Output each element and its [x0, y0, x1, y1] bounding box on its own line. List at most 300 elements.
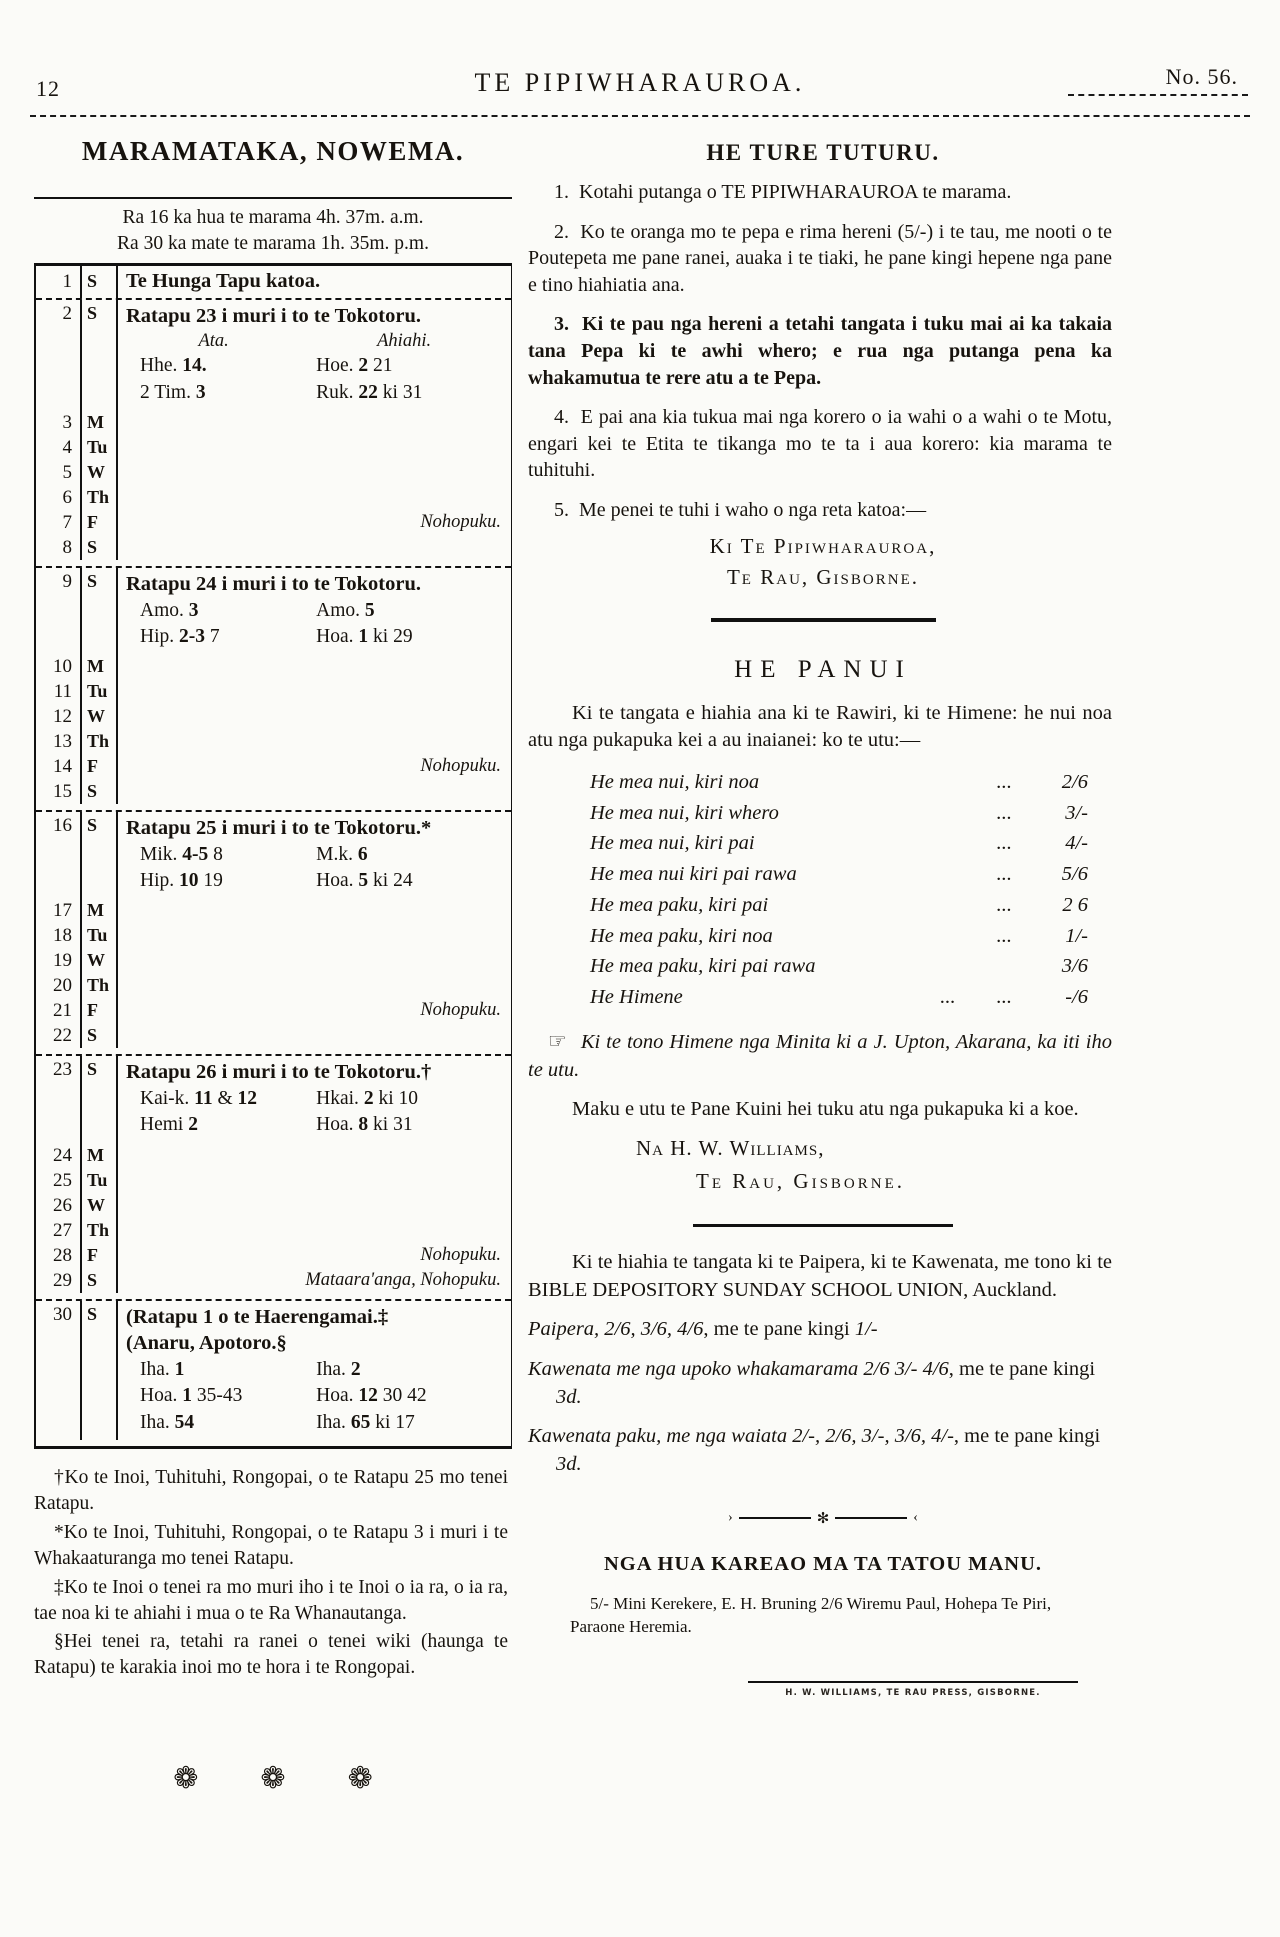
- issue-underline: [1068, 94, 1248, 96]
- day-letter: Th: [80, 485, 118, 510]
- notices-title: HE PANUI: [734, 655, 912, 683]
- day-number: 30: [53, 1303, 72, 1325]
- bible-line-italic-segment: 3d.: [556, 1452, 582, 1475]
- day-number: 14: [53, 756, 72, 778]
- day-number: 7: [62, 511, 72, 533]
- calendar-title: MARAMATAKA, NOWEMA.: [81, 136, 465, 166]
- readings: [126, 1086, 507, 1139]
- price-item-label: He mea nui, kiri whero: [590, 801, 779, 824]
- reading-book: Hoa.: [140, 1385, 183, 1407]
- fast-note: [118, 485, 511, 510]
- fast-note: [118, 729, 511, 754]
- reading-book: Hoa.: [316, 1114, 359, 1136]
- reading-chapter: 3: [188, 599, 199, 621]
- reading-row: [126, 868, 507, 894]
- calendar-weekday-row: [36, 923, 511, 948]
- fast-note: [118, 1143, 511, 1168]
- day-letter: W: [80, 1193, 118, 1218]
- calendar-weekday-row: [36, 410, 511, 435]
- bible-line-roman-segment: , me te pane kingi: [953, 1425, 1101, 1448]
- day-number: 18: [53, 925, 72, 947]
- rules-title: HE TURE TUTURU.: [706, 140, 940, 165]
- price-value: 4/-: [1065, 832, 1088, 855]
- day-letter: Tu: [80, 923, 118, 948]
- fast-note: [118, 410, 511, 435]
- reading-book: Hemi: [140, 1114, 189, 1136]
- day-letter: Th: [80, 1218, 118, 1243]
- postage-note: Maku e utu te Pane Kuini hei tuku atu nga pukapuka ki a koe.: [572, 1098, 1079, 1121]
- issue-number: No. 56.: [1165, 64, 1238, 89]
- price-value: 2 6: [1062, 893, 1088, 916]
- address-line-paper: Ki Te Pipiwharauroa,: [709, 533, 937, 558]
- left-column: [34, 128, 512, 1796]
- reading-book: ki 17: [370, 1411, 415, 1433]
- rosette-ornament-icon: ❁: [260, 1761, 286, 1797]
- day-letter: Tu: [80, 1168, 118, 1193]
- day-number: 5: [62, 461, 72, 483]
- rules-list: [528, 179, 1118, 524]
- reading-morning: [140, 1112, 316, 1138]
- day-letter: S: [80, 1268, 118, 1293]
- fast-note: [118, 460, 511, 485]
- rosette-ornament-icon: ❁: [347, 1761, 373, 1797]
- section-divider-mid: [693, 1224, 953, 1227]
- day-number: 6: [62, 486, 72, 508]
- reading-chapter: 65: [350, 1411, 371, 1433]
- hand-note-text: Ki te tono Himene nga Minita ki a J. Upton, Akarana, ka iti iho te utu.: [528, 1030, 1112, 1081]
- right-column: [528, 128, 1118, 1698]
- day-letter: Tu: [80, 679, 118, 704]
- fast-note: [118, 898, 511, 923]
- calendar-weekday-row: [36, 948, 511, 973]
- calendar-week-block: [36, 1299, 511, 1446]
- calendar-weekday-row: [36, 679, 511, 704]
- rule-item: [528, 179, 1118, 206]
- price-item-label: He mea paku, kiri pai rawa: [590, 955, 816, 978]
- price-item-label: He mea paku, kiri noa: [590, 924, 773, 947]
- reading-chapter: 3: [195, 381, 206, 403]
- rule-item-text: E pai ana kia tukua mai nga korero o ia wahi o a wahi o te Motu, engari kei te Etita te tikanga mo te ta i aua korero: kia marama te tuhituhi.: [528, 406, 1112, 482]
- fast-note: [118, 535, 511, 560]
- reading-chapter: 14.: [182, 355, 207, 377]
- sunday-heading: [126, 571, 507, 598]
- fast-note: [118, 1168, 511, 1193]
- fast-note: Mataara'anga, Nohopuku.: [305, 1269, 501, 1290]
- rule-item-text: Ko te oranga mo te pepa e rima hereni (5/-) i te tau, me nooti o te Poutepeta me pane ranei, auaka i te tiaki, he pane kingi hepene nga pane e tino hiahiatia ana.: [528, 220, 1112, 296]
- rule-item-number: 4.: [554, 406, 569, 429]
- tailpiece-left-line: [739, 1517, 811, 1519]
- reading-book: 30 42: [377, 1385, 427, 1407]
- calendar-weekday-row: [36, 1143, 511, 1168]
- fast-note: [118, 654, 511, 679]
- day-number: 12: [53, 706, 72, 728]
- reading-book: 8: [208, 843, 223, 865]
- reading-book: ki 29: [368, 625, 413, 647]
- day-number: 26: [53, 1194, 72, 1216]
- fast-note: [118, 1218, 511, 1243]
- day-letter: S: [80, 1056, 118, 1142]
- day-number: 3: [62, 411, 72, 433]
- day-number: 2: [62, 302, 72, 324]
- day-letter: S: [80, 568, 118, 654]
- day-number: 21: [53, 1000, 72, 1022]
- calendar-sunday-row: [36, 1301, 511, 1440]
- reading-evening: [316, 624, 507, 650]
- price-item-label: He Himene: [590, 986, 683, 1009]
- bible-line-roman-segment: , me te pane kingi: [703, 1318, 855, 1341]
- price-row: [590, 921, 1088, 952]
- day-letter: S: [80, 266, 118, 298]
- sunday-content: [118, 1056, 511, 1142]
- sunday-heading: [126, 303, 507, 330]
- reading-book: Iha.: [316, 1411, 351, 1433]
- reading-row: [126, 380, 507, 406]
- day-letter: M: [80, 410, 118, 435]
- day-letter: W: [80, 948, 118, 973]
- price-row: [590, 982, 1088, 1013]
- calendar-weekday-row: [36, 704, 511, 729]
- price-row: [590, 951, 1088, 982]
- rule-item-number: 2.: [554, 220, 569, 243]
- readings: [126, 598, 507, 651]
- fast-note: [118, 923, 511, 948]
- price-row: [590, 767, 1088, 798]
- reading-row: [126, 353, 507, 379]
- calendar-weeks: [36, 298, 511, 1446]
- day-number: 10: [53, 656, 72, 678]
- price-row: [590, 828, 1088, 859]
- reading-evening: [316, 1357, 507, 1383]
- bible-price-lines: [528, 1316, 1118, 1478]
- reading-evening: [316, 1086, 507, 1112]
- day-number: 19: [53, 950, 72, 972]
- reading-morning: [140, 868, 316, 894]
- day-number: 13: [53, 731, 72, 753]
- calendar-week-block: [36, 810, 511, 1054]
- fast-note: [118, 679, 511, 704]
- reading-book: Hoa.: [316, 1385, 359, 1407]
- rule-item-number: 5.: [554, 498, 569, 521]
- reading-chapter: 2: [188, 1114, 198, 1136]
- reading-book: Iha.: [140, 1411, 175, 1433]
- price-dots: ...: [996, 863, 1012, 886]
- fast-note: Nohopuku.: [420, 756, 501, 777]
- bible-price-line: [528, 1316, 1118, 1344]
- day-number: 11: [53, 681, 72, 703]
- reading-book: ki 31: [368, 1114, 413, 1136]
- price-item-label: He mea paku, kiri pai: [590, 893, 769, 916]
- day-number: 29: [53, 1269, 72, 1291]
- price-row: [590, 798, 1088, 829]
- reading-book: 35-43: [192, 1385, 243, 1407]
- price-value: 3/-: [1065, 801, 1088, 824]
- reading-book: Hoe.: [316, 355, 359, 377]
- reading-evening: [316, 868, 507, 894]
- fast-note: Nohopuku.: [420, 511, 501, 532]
- section-divider-thick: [711, 618, 936, 622]
- day-number: 16: [53, 815, 72, 837]
- price-item-label: He mea nui, kiri pai: [590, 832, 755, 855]
- price-dots: ... ...: [940, 986, 1012, 1009]
- day-letter: M: [80, 898, 118, 923]
- rule-item-number: 3.: [554, 313, 569, 336]
- calendar-week-block: [36, 566, 511, 810]
- reading-row: [126, 624, 507, 650]
- reading-chapter: 12: [358, 1385, 378, 1407]
- reading-morning: [140, 1383, 316, 1409]
- tailpiece-right-tip: ‹: [913, 1509, 918, 1525]
- reading-morning: [140, 624, 316, 650]
- calendar-footnote: †Ko te Inoi, Tuhituhi, Rongopai, o te Ratapu 25 mo tenei Ratapu.: [34, 1466, 508, 1514]
- reading-chapter: 8: [358, 1114, 369, 1136]
- calendar-weekday-row: [36, 1168, 511, 1193]
- reading-book: Iha.: [140, 1359, 175, 1381]
- calendar-weekday-row: [36, 460, 511, 485]
- price-dots: ...: [996, 832, 1012, 855]
- reading-book: Iha.: [316, 1359, 351, 1381]
- reading-chapter: 12: [237, 1088, 258, 1110]
- day-letter: S: [80, 812, 118, 898]
- calendar-weekday-row: [36, 898, 511, 923]
- day-letter: S: [80, 535, 118, 560]
- price-dots: ...: [996, 801, 1012, 824]
- day-letter: Tu: [80, 435, 118, 460]
- reading-book: 21: [368, 355, 393, 377]
- reading-evening: [316, 1383, 507, 1409]
- hand-note: [528, 1027, 1118, 1084]
- day-number: 27: [53, 1219, 72, 1241]
- rosette-ornaments: [34, 1761, 512, 1796]
- bible-line-italic-segment: Kawenata me nga upoko whakamarama 2/6 3/- 4/6: [528, 1357, 949, 1380]
- reading-evening: [316, 353, 507, 379]
- calendar-weekday-row: [36, 535, 511, 560]
- reading-book: Hip.: [140, 625, 179, 647]
- sunday-content: [118, 1301, 511, 1440]
- moon-phase-lines: [34, 205, 512, 263]
- reading-chapter: 10: [179, 870, 199, 892]
- price-row: [590, 890, 1088, 921]
- bible-line-italic-segment: 3d.: [556, 1385, 582, 1408]
- address-line-place: Te Rau, Gisborne.: [726, 564, 919, 589]
- tailpiece-center-icon: ✻: [816, 1508, 830, 1527]
- day-number: 24: [53, 1144, 72, 1166]
- calendar-weekday-row: [36, 1268, 511, 1293]
- reading-book: Hoa.: [316, 625, 359, 647]
- bible-line-italic-segment: Paipera, 2/6, 3/6, 4/6: [528, 1318, 704, 1341]
- price-list: [590, 767, 1088, 1013]
- reading-morning: [140, 380, 316, 406]
- sunday-heading-line: (Ratapu 1 o te Haerengamai.‡: [126, 1305, 389, 1328]
- price-item-label: He mea nui kiri pai rawa: [590, 863, 797, 886]
- price-row: [590, 859, 1088, 890]
- rule-item: [528, 311, 1118, 391]
- calendar-week-block: [36, 1054, 511, 1298]
- reading-book: Hoa.: [316, 870, 359, 892]
- reading-morning: [140, 1086, 316, 1112]
- reading-chapter: 1: [182, 1385, 192, 1407]
- readings: [126, 842, 507, 895]
- reading-chapter: 1: [174, 1359, 185, 1381]
- fast-note: [118, 973, 511, 998]
- sunday-content: [118, 812, 511, 898]
- reading-book: Amo.: [140, 599, 189, 621]
- feast-name: Te Hunga Tapu katoa.: [126, 270, 321, 293]
- day-letter: S: [80, 300, 118, 410]
- reading-chapter: 54: [174, 1411, 195, 1433]
- reading-book: 2 Tim.: [140, 381, 196, 403]
- notices-intro: Ki te tangata e hiahia ana ki te Rawiri, ki te Himene: he nui noa atu nga pukapuka kei a au inaianei: ko te utu:—: [528, 701, 1112, 752]
- moon-line-old: Ra 30 ka mate te marama 1h. 35m. p.m.: [117, 233, 429, 255]
- reading-book: ki 24: [368, 870, 413, 892]
- sunday-heading-line: Ratapu 23 i muri i to te Tokotoru.: [126, 304, 421, 327]
- rosette-ornament-icon: ❁: [173, 1761, 199, 1797]
- imprint: [748, 1681, 1078, 1698]
- fast-note: [118, 779, 511, 804]
- kareao-title: NGA HUA KAREAO MA TA TATOU MANU.: [603, 1552, 1043, 1575]
- kareao-body: 5/- Mini Kerekere, E. H. Bruning 2/6 Wiremu Paul, Hohepa Te Piri, Paraone Heremia.: [570, 1593, 1052, 1637]
- calendar-sunday-row: [36, 300, 511, 410]
- calendar-row-all-saints: [36, 266, 511, 298]
- day-letter: F: [80, 998, 118, 1023]
- page-number: 12: [36, 76, 60, 101]
- sunday-heading: [126, 815, 507, 842]
- day-letter: S: [80, 1301, 118, 1440]
- price-value: 1/-: [1065, 924, 1088, 947]
- day-number: 23: [53, 1059, 72, 1081]
- reading-chapter: 22: [358, 381, 378, 403]
- day-letter: Th: [80, 729, 118, 754]
- reading-row: [126, 1383, 507, 1409]
- price-value: 5/6: [1061, 863, 1088, 886]
- reading-chapter: 2: [350, 1359, 361, 1381]
- calendar-footnote: *Ko te Inoi, Tuhituhi, Rongopai, o te Ratapu 3 i muri i te Whakaaturanga mo tenei Ratapu.: [34, 1521, 508, 1569]
- bible-depository-intro: Ki te hiahia te tangata ki te Paipera, ki te Kawenata, me tono ki te BIBLE DEPOSITORY SUNDAY SCHOOL UNION, Auckland.: [528, 1250, 1112, 1301]
- reading-row: [126, 1086, 507, 1112]
- reading-evening: [316, 380, 507, 406]
- sunday-heading-line: (Anaru, Apotoro.§: [126, 1332, 287, 1355]
- calendar-weekday-row: [36, 998, 511, 1023]
- day-number: 25: [53, 1169, 72, 1191]
- calendar-sunday-row: [36, 812, 511, 898]
- calendar-weekday-row: [36, 1218, 511, 1243]
- fast-note: [118, 948, 511, 973]
- bible-line-roman-segment: , me te pane kingi: [948, 1357, 1096, 1380]
- reading-morning: [140, 842, 316, 868]
- reading-evening: [316, 842, 507, 868]
- readings: [126, 353, 507, 406]
- calendar-weekday-row: [36, 485, 511, 510]
- fast-note: Nohopuku.: [420, 1244, 501, 1265]
- day-number: 22: [53, 1025, 72, 1047]
- reading-book: 19: [198, 870, 223, 892]
- readings: [126, 1357, 507, 1436]
- day-number: 28: [53, 1244, 72, 1266]
- day-number: 4: [62, 436, 72, 458]
- reading-book: Amo.: [316, 599, 365, 621]
- day-number: 17: [53, 900, 72, 922]
- price-dots: ...: [996, 770, 1012, 793]
- calendar-sunday-row: [36, 568, 511, 654]
- evening-label: Ahiahi.: [377, 331, 432, 352]
- fast-note: [118, 435, 511, 460]
- calendar-week-block: [36, 298, 511, 566]
- rule-item-text: Kotahi putanga o TE PIPIWHARAUROA te marama.: [579, 181, 1012, 203]
- pointing-hand-icon: ☞: [548, 1028, 567, 1053]
- rule-item-text: Ki te pau nga hereni a tetahi tangata i tuku mai ai ka takaia tana Pepa ki te awhi whero; e rua nga putanga pena ka whakamutua te rere atu a te Pepa.: [528, 313, 1113, 389]
- sunday-heading: [126, 1304, 507, 1357]
- fast-note: [118, 704, 511, 729]
- tailpiece-left-tip: ›: [728, 1509, 733, 1525]
- reading-row: [126, 1357, 507, 1383]
- rule-item-number: 1.: [554, 181, 569, 203]
- day-letter: M: [80, 1143, 118, 1168]
- rule-item: [528, 404, 1118, 484]
- reading-morning: [140, 1410, 316, 1436]
- sunday-heading: [126, 1059, 507, 1086]
- moon-line-new: Ra 16 ka hua te marama 4h. 37m. a.m.: [122, 207, 424, 228]
- sunday-heading-line: Ratapu 24 i muri i to te Tokotoru.: [126, 572, 421, 595]
- reading-evening: [316, 598, 507, 624]
- reading-book: Mik.: [140, 843, 183, 865]
- price-value: -/6: [1065, 986, 1088, 1009]
- reading-evening: [316, 1112, 507, 1138]
- reading-book: Hkai.: [316, 1088, 364, 1110]
- sunday-content: [118, 568, 511, 654]
- day-letter: F: [80, 510, 118, 535]
- fast-note: [118, 1193, 511, 1218]
- reading-book: ki 31: [377, 381, 423, 403]
- day-number: 15: [53, 781, 72, 803]
- reading-morning: [140, 598, 316, 624]
- reading-book: 7: [205, 625, 220, 647]
- price-item-label: He mea nui, kiri noa: [590, 770, 760, 793]
- day-letter: Th: [80, 973, 118, 998]
- reading-morning: [140, 1357, 316, 1383]
- reading-evening: [316, 1410, 507, 1436]
- price-dots: ...: [996, 893, 1012, 916]
- fast-note: [118, 1023, 511, 1048]
- reading-row: [126, 598, 507, 624]
- reading-chapter: 6: [357, 843, 368, 865]
- sunday-heading-line: Ratapu 26 i muri i to te Tokotoru.†: [126, 1061, 432, 1084]
- rule-item: [528, 497, 1118, 524]
- calendar-sunday-row: [36, 1056, 511, 1142]
- sunday-heading-line: Ratapu 25 i muri i to te Tokotoru.*: [126, 817, 432, 840]
- bible-line-italic-segment: Kawenata paku, me nga waiata 2/-, 2/6, 3/-, 3/6, 4/-: [528, 1425, 954, 1448]
- day-number: 8: [62, 536, 72, 558]
- calendar-footnotes: [34, 1465, 512, 1681]
- calendar-table: [34, 263, 512, 1449]
- bible-price-line: [528, 1423, 1118, 1478]
- reading-book: M.k.: [316, 843, 358, 865]
- morning-label: Ata.: [198, 331, 229, 352]
- reading-row: [126, 1112, 507, 1138]
- day-letter: F: [80, 1243, 118, 1268]
- reading-book: &: [212, 1088, 238, 1110]
- calendar-weekday-row: [36, 754, 511, 779]
- reading-column-headers: [126, 329, 507, 353]
- moon-rule: [34, 197, 512, 199]
- imprint-rule: [748, 1681, 1078, 1683]
- day-letter: M: [80, 654, 118, 679]
- signature-name: Na H. W. Williams,: [636, 1135, 825, 1160]
- reading-book: Hip.: [140, 870, 179, 892]
- reading-chapter: 2: [363, 1088, 374, 1110]
- day-number: 9: [62, 570, 72, 592]
- masthead-title: TE PIPIWHARAUROA.: [474, 68, 806, 97]
- reading-morning: [140, 353, 316, 379]
- reading-row: [126, 842, 507, 868]
